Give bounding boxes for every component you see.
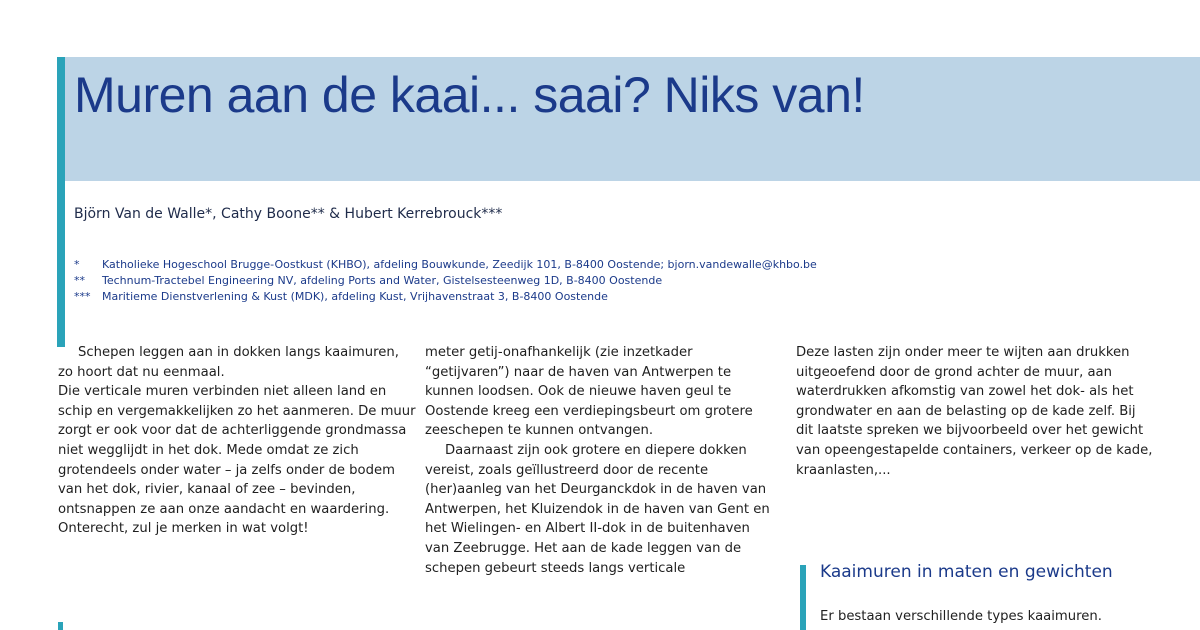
page-title: Muren aan de kaai... saai? Niks van! — [74, 67, 865, 123]
column-accent-mark — [58, 622, 63, 630]
authors-line: Björn Van de Walle*, Cathy Boone** & Hubert Kerrebrouck*** — [74, 206, 503, 222]
paragraph: Die verticale muren verbinden niet alleen land en schip en vergemakkelijken zo het aanmeren. De muur zorgt er ook voor dat de achterliggende grondmassa niet wegglijdt in het dok. Mede omdat ze zich grotendeels onder water – ja zelfs onder de bodem van het dok, rivier, kanaal of zee – bevinden, ontsnappen ze aan onze aandacht en waardering. Onterecht, zul je merken in wat volgt! — [58, 384, 416, 537]
affiliation-text: Katholieke Hogeschool Brugge-Oostkust (KHBO), afdeling Bouwkunde, Zeedijk 101, B-8400 Oostende; bjorn.vandewalle@khbo.be — [102, 258, 817, 271]
paragraph: meter getij-onafhankelijk (zie inzetkader “getijvaren”) naar de haven van Antwerpen te kunnen loodsen. Ook de nieuwe haven geul te Oostende kreeg een verdiepingsbeurt om grotere zeeschepen te kunnen ontvangen. — [425, 345, 753, 439]
section-heading: Kaaimuren in maten en gewichten — [820, 562, 1113, 582]
text-column-2 — [425, 343, 775, 578]
affiliation-text: Maritieme Dienstverlening & Kust (MDK), afdeling Kust, Vrijhavenstraat 3, B-8400 Oostende — [102, 290, 608, 303]
affiliation-mark: ** — [74, 274, 85, 287]
affiliation-item — [74, 273, 817, 289]
affiliation-mark: *** — [74, 290, 91, 303]
paragraph: Deze lasten zijn onder meer te wijten aan drukken uitgeoefend door de grond achter de muur, aan waterdrukken afkomstig van zowel het dok- als het grondwater en aan de belasting op de kade zelf. Bij dit laatste spreken we bijvoorbeeld over het gewicht van opeengestapelde containers, verkeer op de kade, kraanlasten,... — [796, 345, 1153, 478]
paragraph: Schepen leggen aan in dokken langs kaaimuren, zo hoort dat nu eenmaal. — [58, 345, 399, 380]
section-intro: Er bestaan verschillende types kaaimuren. — [820, 609, 1102, 624]
affiliation-item — [74, 289, 817, 305]
section-accent-bar — [800, 565, 806, 630]
affiliation-text: Technum-Tractebel Engineering NV, afdeling Ports and Water, Gistelsesteenweg 1D, B-8400 Oostende — [102, 274, 663, 287]
paragraph: Daarnaast zijn ook grotere en diepere dokken vereist, zoals geïllustreerd door de recente (her)aanleg van het Deurganckdok in de haven van Antwerpen, het Kluizendok in de haven van Gent en het Wielingen- en Albert II-dok in de buitenhaven van Zeebrugge. Het aan de kade leggen van de schepen gebeurt steeds langs verticale — [425, 442, 770, 576]
affiliations-list — [74, 257, 817, 305]
accent-bar — [57, 57, 65, 347]
text-column-3 — [796, 343, 1156, 480]
affiliation-mark: * — [74, 258, 80, 271]
affiliation-item — [74, 257, 817, 273]
text-column-1 — [58, 343, 418, 539]
